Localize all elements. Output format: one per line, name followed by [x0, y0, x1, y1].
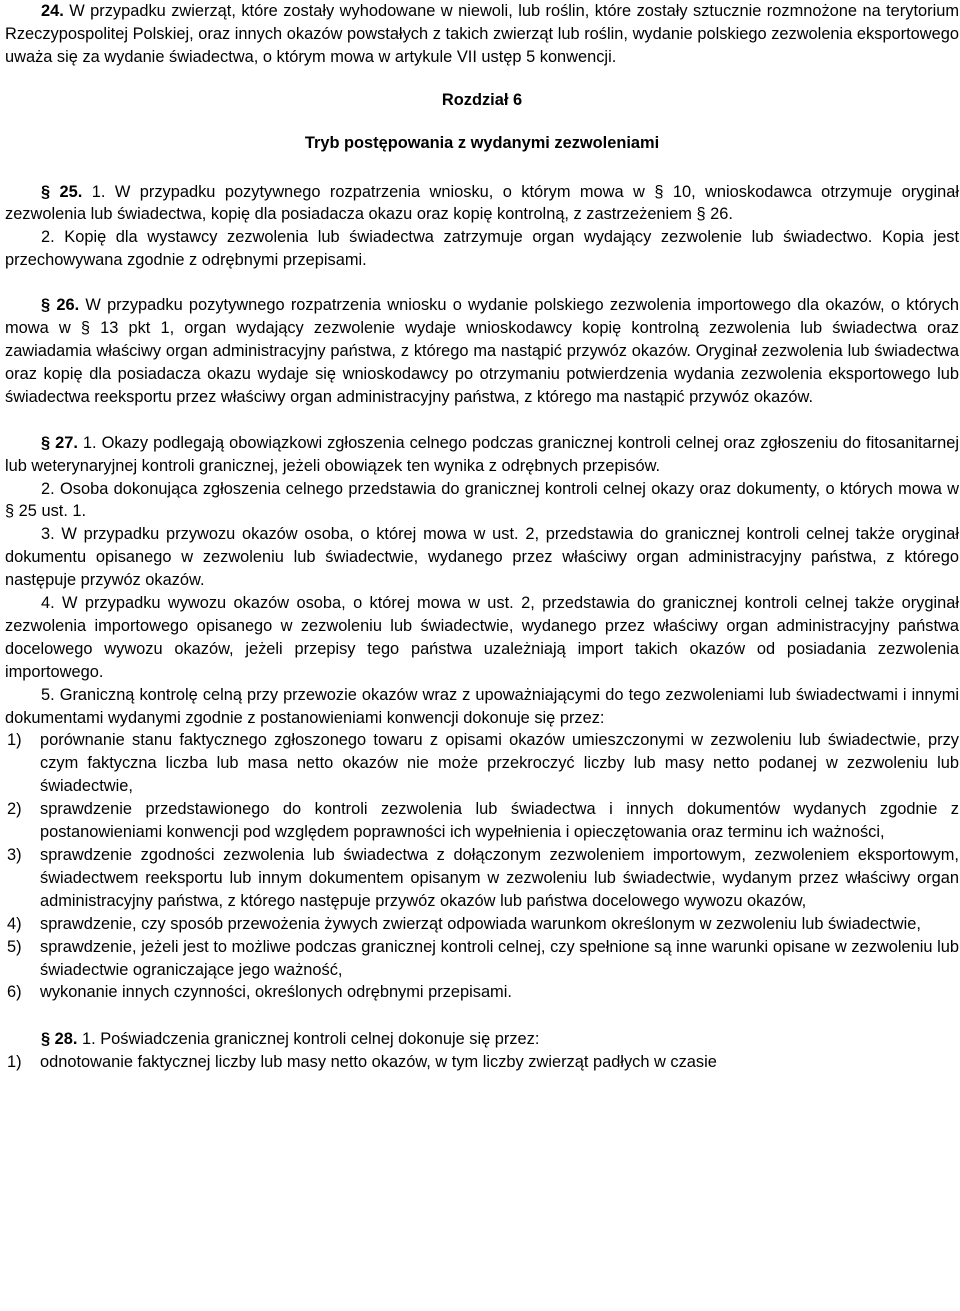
paragraph-text: 1. Okazy podlegają obowiązkowi zgłoszenia celnego podczas granicznej kontroli celnej oraz zgłoszeniu do fitosanitarnej lub weterynaryjnej kontroli granicznej, jeżeli obowiązek ten wynika z odrębnych przepisów. [5, 433, 959, 475]
paragraph-27-ust-1 [5, 432, 959, 478]
list-item [5, 798, 959, 844]
section-number: § 25. [41, 182, 83, 201]
paragraph-28-ust-1 [5, 1028, 959, 1051]
list-item-text: sprawdzenie przedstawionego do kontroli zezwolenia lub świadectwa i innych dokumentów wydanych zgodnie z postanowieniami konwencji pod względem poprawności ich wypełnienia i opieczętowania oraz terminu ich ważności, [40, 800, 959, 842]
list-item [5, 913, 959, 936]
paragraph-text: W przypadku zwierząt, które zostały wyhodowane w niewoli, lub roślin, które zostały sztucznie rozmnożone na terytorium Rzeczypospolitej Polskiej, oraz innych okazów powstałych z takich zwierząt lub roślin, wydanie polskiego zezwolenia eksportowego uważa się za wydanie świadectwa, o którym mowa w artykule VII ustęp 5 konwencji. [5, 2, 959, 66]
list-item-text: sprawdzenie, jeżeli jest to możliwe podczas granicznej kontroli celnej, czy spełnione są inne warunki opisane w zezwoleniu lub świadectwie ograniczające jego ważność, [40, 937, 959, 979]
list-item-text: sprawdzenie zgodności zezwolenia lub świadectwa z dołączonym zezwoleniem importowym, zezwoleniem eksportowym, świadectwem reeksportu lub innym dokumentem opisanym w zezwoleniu lub świadectwie, wydanym przez właściwy organ administracyjny państwa, z którego następuje przywóz okazów lub państwa docelowego wywozu okazów, [40, 846, 959, 910]
list-item-text: wykonanie innych czynności, określonych odrębnymi przepisami. [40, 983, 512, 1002]
list-item-text: sprawdzenie, czy sposób przewożenia żywych zwierząt odpowiada warunkom określonym w zezwoleniu lub świadectwie, [40, 914, 921, 933]
section-number: § 28. [41, 1030, 78, 1049]
paragraph-27-ust-3: 3. W przypadku przywozu okazów osoba, o której mowa w ust. 2, przedstawia do granicznej kontroli celnej także oryginał dokumentu opisanego w zezwoleniu lub świadectwie, wydanego przez właściwy organ administracyjny państwa, z którego następuje przywóz okazów. [5, 525, 959, 590]
list-item [5, 981, 959, 1004]
paragraph-text: 1. W przypadku pozytywnego rozpatrzenia wniosku, o którym mowa w § 10, wnioskodawca otrzymuje oryginał zezwolenia lub świadectwa, kopię dla posiadacza okazu oraz kopię kontrolną, z zastrzeżeniem § 26. [5, 182, 959, 224]
list-item-number: 1) [7, 1053, 22, 1072]
section-number: 24. [41, 2, 64, 20]
list-item [5, 936, 959, 982]
list-item-number: 5) [7, 937, 22, 956]
document-page [5, 0, 959, 1074]
paragraph-text: 1. Poświadczenia granicznej kontroli celnej dokonuje się przez: [77, 1030, 540, 1049]
list-item-text: odnotowanie faktycznej liczby lub masy netto okazów, w tym liczby zwierząt padłych w czasie [40, 1053, 717, 1072]
list-item [5, 844, 959, 913]
paragraph-24 [5, 0, 959, 69]
list-item [5, 729, 959, 798]
paragraph-27-ust-4: 4. W przypadku wywozu okazów osoba, o której mowa w ust. 2, przedstawia do granicznej kontroli celnej także oryginał zezwolenia importowego opisanego w zezwoleniu lub świadectwie, wydanego przez właściwy organ administracyjny państwa docelowego wywozu okazów, jeżeli przepisy tego państwa uzależniają import takich okazów od posiadania zezwolenia importowego. [5, 594, 959, 681]
list-item-number: 2) [7, 800, 22, 819]
paragraph-27-ust-5: 5. Graniczną kontrolę celną przy przewozie okazów wraz z upoważniającymi do tego zezwoleniami lub świadectwami i innymi dokumentami wydanymi zgodnie z postanowieniami konwencji dokonuje się przez: [5, 685, 959, 727]
paragraph-26 [5, 294, 959, 409]
paragraph-27-ust-2: 2. Osoba dokonująca zgłoszenia celnego przedstawia do granicznej kontroli celnej okazy oraz dokumenty, o których mowa w § 25 ust. 1. [5, 479, 959, 521]
section-number: § 27. [41, 433, 78, 452]
paragraph-text: W przypadku pozytywnego rozpatrzenia wniosku o wydanie polskiego zezwolenia importowego dla okazów, o których mowa w § 13 pkt 1, organ wydający zezwolenie wydaje wnioskodawcy kopię kontrolną zezwolenia lub świadectwa oraz zawiadamia właściwy organ administracyjny państwa, z którego ma nastąpić przywóz okazów. Oryginał zezwolenia lub świadectwa oraz kopię dla posiadacza okazu wydaje się wnioskodawcy po otrzymaniu potwierdzenia wydania zezwolenia eksportowego lub świadectwa reeksportu przez właściwy organ administracyjny państwa, z którego ma nastąpić przywóz okazów. [5, 296, 959, 406]
paragraph-25-ust-1 [5, 181, 959, 227]
list-item [5, 1051, 959, 1074]
chapter-title: Tryb postępowania z wydanymi zezwoleniami [304, 133, 660, 152]
paragraph-25-ust-2: 2. Kopię dla wystawcy zezwolenia lub świadectwa zatrzymuje organ wydający zezwolenie lub świadectwo. Kopia jest przechowywana zgodnie z odrębnymi przepisami. [5, 228, 959, 270]
list-item-number: 3) [7, 846, 22, 864]
chapter-number: Rozdział 6 [441, 90, 523, 109]
list-item-number: 1) [7, 731, 22, 750]
section-number: § 26. [41, 296, 80, 315]
list-item-number: 4) [7, 914, 22, 933]
list-item-number: 6) [7, 983, 22, 1002]
list-item-text: porównanie stanu faktycznego zgłoszonego towaru z opisami okazów umieszczonymi w zezwoleniu lub świadectwie, przy czym faktyczna liczba lub masa netto okazów nie może przekroczyć liczby lub masy netto podanej w zezwoleniu lub świadectwie, [40, 731, 959, 796]
